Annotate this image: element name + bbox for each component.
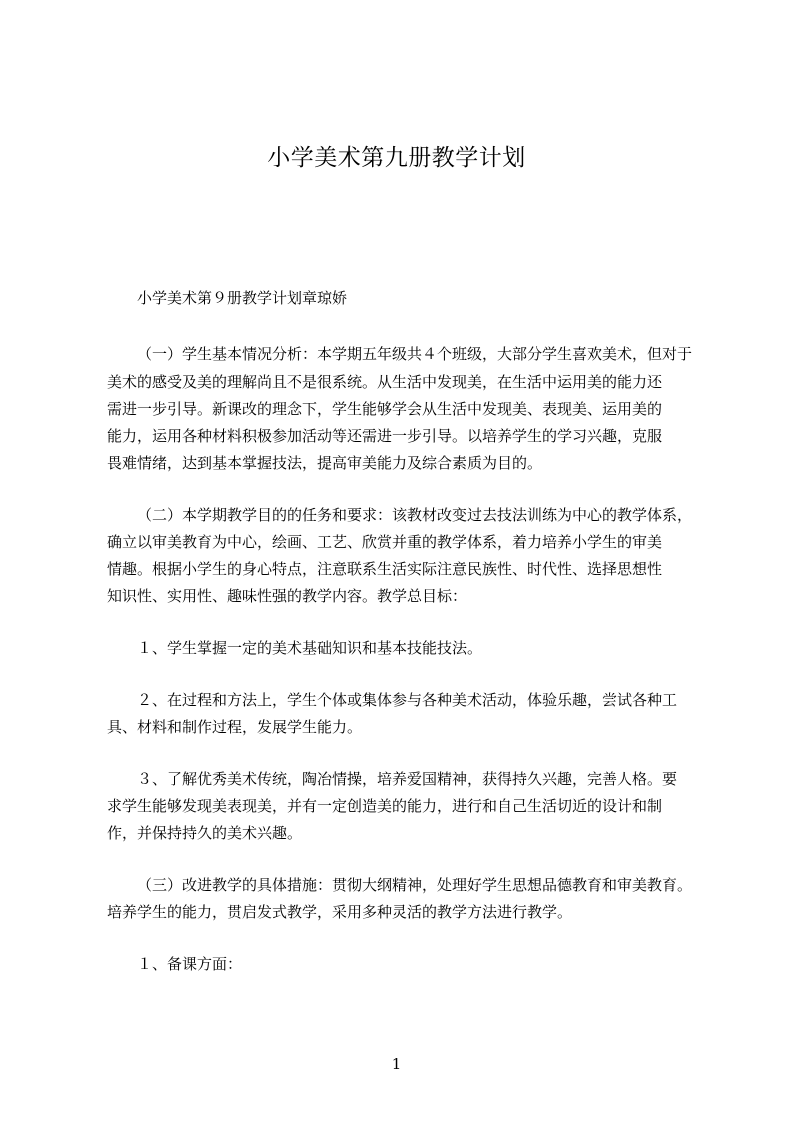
document-title: 小学美术第九册教学计划 xyxy=(267,145,526,171)
paragraph-line: 具、材料和制作过程，发展学生能力。 xyxy=(107,718,363,736)
paragraph-line: 作，并保持持久的美术兴趣。 xyxy=(107,824,303,842)
paragraph-line: ２、在过程和方法上，学生个体或集体参与各种美术活动，体验乐趣，尝试各种工 xyxy=(137,691,678,709)
paragraph-line: （二）本学期教学目的的任务和要求：该教材改变过去技法训练为中心的教学体系， xyxy=(137,506,693,524)
paragraph-line: （三）改进教学的具体措施：贯彻大纲精神，处理好学生思想品德教育和审美教育。 xyxy=(137,876,693,894)
paragraph-line: 需进一步引导。新课改的理念下，学生能够学会从生活中发现美、表现美、运用美的 xyxy=(107,400,663,418)
page-number: 1 xyxy=(391,1055,402,1073)
paragraph-line: 确立以审美教育为中心，绘画、工艺、欣赏并重的教学体系，着力培养小学生的审美 xyxy=(107,533,663,551)
document-subtitle: 小学美术第９册教学计划章琼娇 xyxy=(137,289,348,307)
paragraph-line: 培养学生的能力，贯启发式教学，采用多种灵活的教学方法进行教学。 xyxy=(107,903,573,921)
paragraph-line: ３、了解优秀美术传统，陶冶情操，培养爱国精神，获得持久兴趣，完善人格。要 xyxy=(137,770,678,788)
paragraph-line: （一）学生基本情况分析：本学期五年级共４个班级，大部分学生喜欢美术，但对于 xyxy=(137,345,693,363)
paragraph-line: 畏难情绪，达到基本掌握技法，提高审美能力及综合素质为目的。 xyxy=(107,454,543,472)
paragraph-line: 美术的感受及美的理解尚且不是很系统。从生活中发现美，在生活中运用美的能力还 xyxy=(107,373,663,391)
paragraph-line: 情趣。根据小学生的身心特点，注意联系生活实际注意民族性、时代性、选择思想性 xyxy=(107,560,663,578)
paragraph-line: １、学生掌握一定的美术基础知识和基本技能技法。 xyxy=(137,639,483,657)
paragraph-line: 知识性、实用性、趣味性强的教学内容。教学总目标： xyxy=(107,587,468,605)
paragraph-line: １、备课方面： xyxy=(137,955,243,973)
paragraph-line: 求学生能够发现美表现美，并有一定创造美的能力，进行和自己生活切近的设计和制 xyxy=(107,797,663,815)
paragraph-line: 能力，运用各种材料积极参加活动等还需进一步引导。以培养学生的学习兴趣，克服 xyxy=(107,427,663,445)
